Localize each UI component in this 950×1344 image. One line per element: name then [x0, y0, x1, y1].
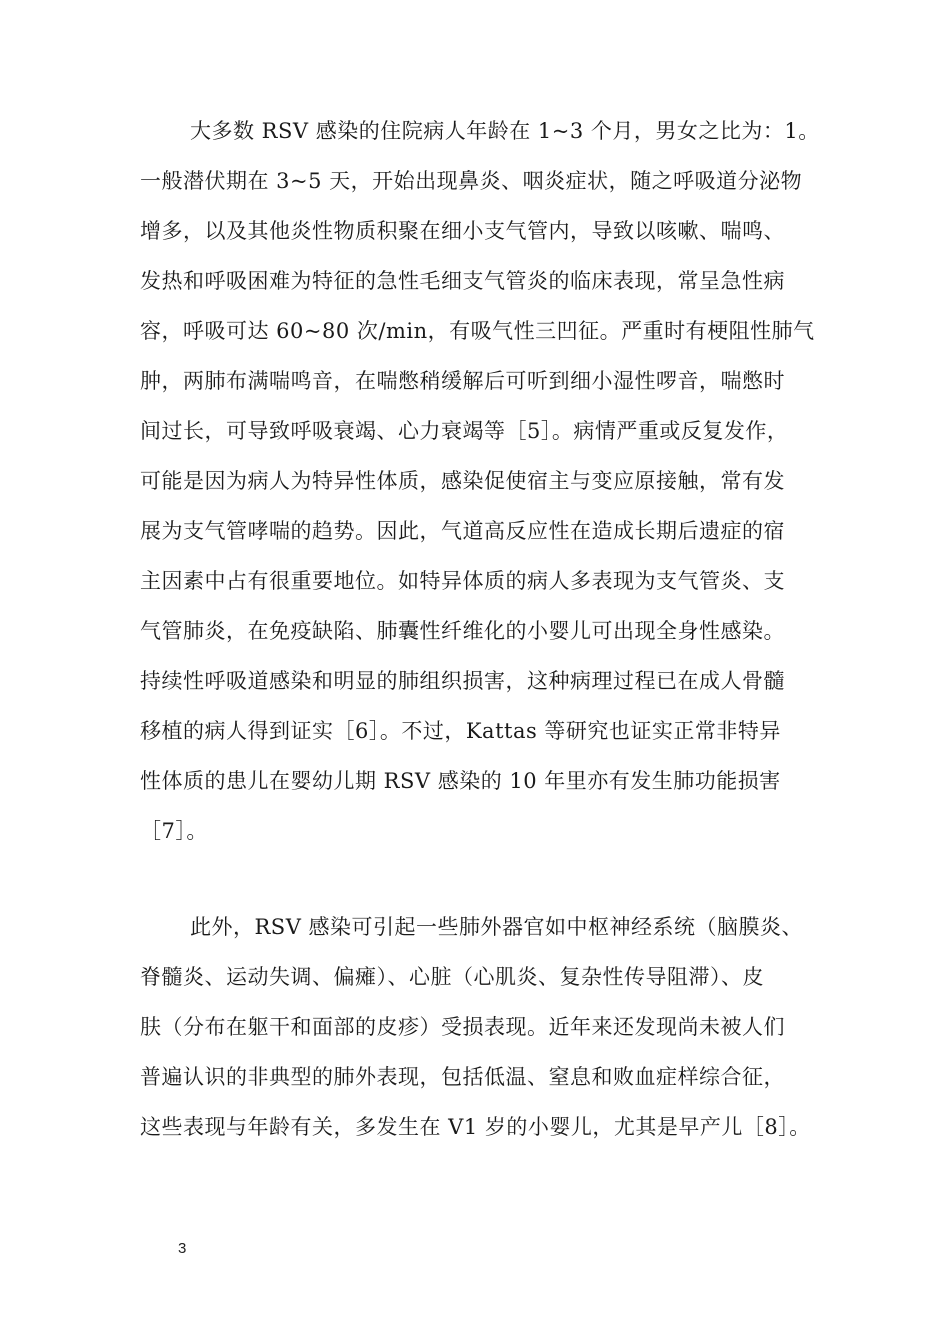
paragraph-2-line-5: 这些表现与年龄有关，多发生在 V1 岁的小婴儿，尤其是早产儿［8］。: [140, 1115, 811, 1139]
paragraph-2-line-1: 此外，RSV 感染可引起一些肺外器官如中枢神经系统（脑膜炎、: [190, 915, 804, 939]
paragraph-1-line-4: 发热和呼吸困难为特征的急性毛细支气管炎的临床表现，常呈急性病: [140, 269, 785, 293]
page-number: 3: [178, 1240, 187, 1257]
paragraph-1-line-11: 气管肺炎，在免疫缺陷、肺囊性纤维化的小婴儿可出现全身性感染。: [140, 619, 785, 643]
paragraph-1-line-2: 一般潜伏期在 3~5 天，开始出现鼻炎、咽炎症状，随之呼吸道分泌物: [140, 169, 803, 193]
paragraph-1-line-10: 主因素中占有很重要地位。如特异体质的病人多表现为支气管炎、支: [140, 569, 785, 593]
paragraph-1-line-9: 展为支气管哮喘的趋势。因此，气道高反应性在造成长期后遗症的宿: [140, 519, 785, 543]
paragraph-1-line-14: 性体质的患儿在婴幼儿期 RSV 感染的 10 年里亦有发生肺功能损害: [140, 769, 781, 793]
paragraph-1-line-13: 移植的病人得到证实［6］。不过，Kattas 等研究也证实正常非特异: [140, 719, 781, 743]
paragraph-1-line-8: 可能是因为病人为特异性体质，感染促使宿主与变应原接触，常有发: [140, 469, 785, 493]
paragraph-1-line-15: ［7］。: [140, 819, 208, 843]
paragraph-2-line-3: 肤（分布在躯干和面部的皮疹）受损表现。近年来还发现尚未被人们: [140, 1015, 785, 1039]
paragraph-2-line-2: 脊髓炎、运动失调、偏瘫）、心脏（心肌炎、复杂性传导阻滞）、皮: [140, 965, 764, 989]
paragraph-1-line-1: 大多数 RSV 感染的住院病人年龄在 1~3 个月，男女之比为：1。: [190, 119, 820, 143]
paragraph-1-line-12: 持续性呼吸道感染和明显的肺组织损害，这种病理过程已在成人骨髓: [140, 669, 785, 693]
paragraph-1-line-7: 间过长，可导致呼吸衰竭、心力衰竭等［5］。病情严重或反复发作，: [140, 419, 789, 443]
paragraph-1-line-6: 肿，两肺布满喘鸣音，在喘憋稍缓解后可听到细小湿性啰音，喘憋时: [140, 369, 785, 393]
paragraph-1-line-3: 增多，以及其他炎性物质积聚在细小支气管内，导致以咳嗽、喘鸣、: [140, 219, 785, 243]
paragraph-1-line-5: 容，呼吸可达 60~80 次/min，有吸气性三凹征。严重时有梗阻性肺气: [140, 319, 815, 343]
paragraph-2-line-4: 普遍认识的非典型的肺外表现，包括低温、窒息和败血症样综合征，: [140, 1065, 785, 1089]
